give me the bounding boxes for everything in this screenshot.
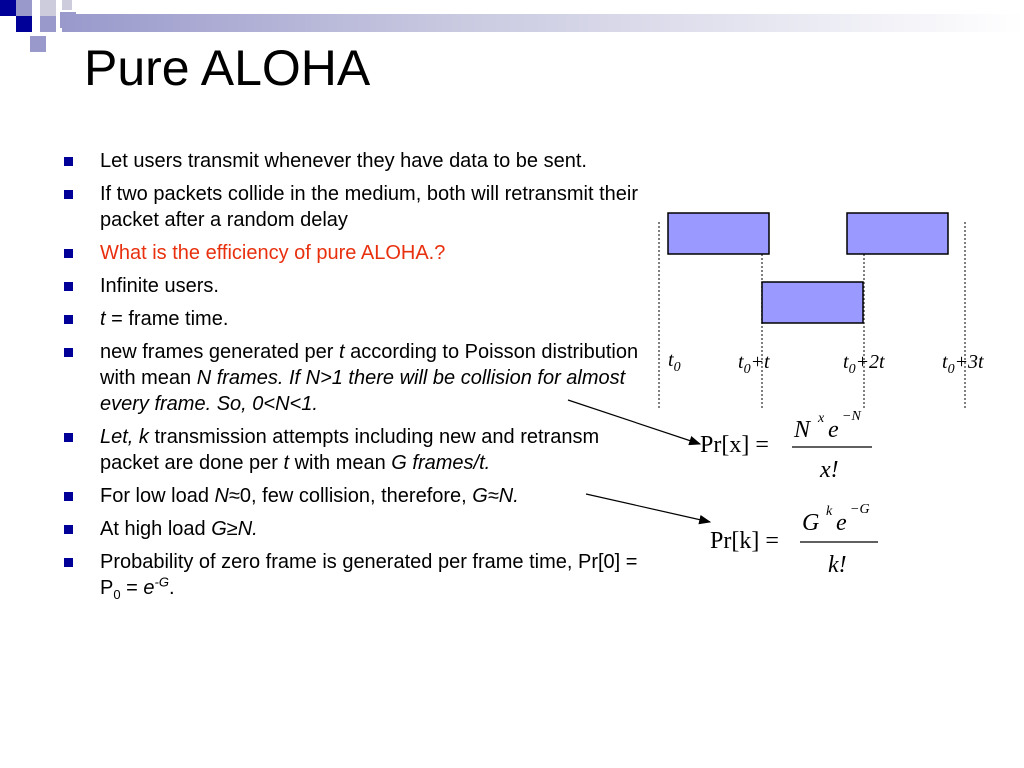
bullet-item: Let, k transmission attempts including new and retransm packet are done per t with mean G frames/t.: [62, 424, 662, 476]
time-label: $t_0$: [668, 349, 681, 375]
svg-text:−N: −N: [842, 409, 861, 424]
pointer-arrow: [586, 494, 710, 522]
bullet-item: Probability of zero frame is generated per frame time, $Pr[0] = P_0 = e^{-G}$.: [62, 549, 662, 601]
bullet-item: Let users transmit whenever they have data to be sent.: [62, 148, 662, 174]
formula-poisson-x: [700, 409, 872, 483]
formula-poisson-k: [710, 502, 878, 578]
time-label: $t_0+3t$: [942, 351, 984, 377]
svg-text:k: k: [826, 504, 833, 519]
bullet-item: Infinite users.: [62, 273, 662, 299]
svg-text:Pr[k] =: Pr[k] =: [710, 528, 779, 554]
svg-text:Pr[x] =: Pr[x] =: [700, 432, 769, 458]
svg-text:e: e: [836, 510, 847, 536]
pointer-arrow: [568, 400, 700, 444]
svg-text:N: N: [794, 417, 811, 443]
bullet-item: What is the efficiency of pure ALOHA.?: [62, 240, 662, 266]
svg-text:k!: k!: [828, 552, 847, 578]
bullet-item: If two packets collide in the medium, both will retransmit their packet after a random delay: [62, 181, 662, 233]
bullet-item: At high load G≥N.: [62, 516, 662, 542]
slide-title: Pure ALOHA: [84, 40, 371, 96]
svg-text:x!: x!: [820, 457, 839, 483]
bullet-item: new frames generated per t according to Poisson distribution with mean N frames. If N>1 there will be collision for almost every frame. So, 0<N<1.: [62, 339, 662, 417]
frame-box: [668, 213, 769, 254]
frame-box: [762, 282, 863, 323]
frame-box: [847, 213, 948, 254]
svg-text:−G: −G: [850, 502, 870, 517]
time-label: $t_0+2t$: [843, 351, 885, 377]
svg-text:G: G: [802, 510, 820, 536]
svg-text:x: x: [818, 411, 825, 426]
time-label: $t_0+t$: [738, 351, 770, 377]
bullet-item: For low load N≈0, few collision, therefore, G≈N.: [62, 483, 662, 509]
bullet-item: t = frame time.: [62, 306, 662, 332]
svg-text:e: e: [828, 417, 839, 443]
